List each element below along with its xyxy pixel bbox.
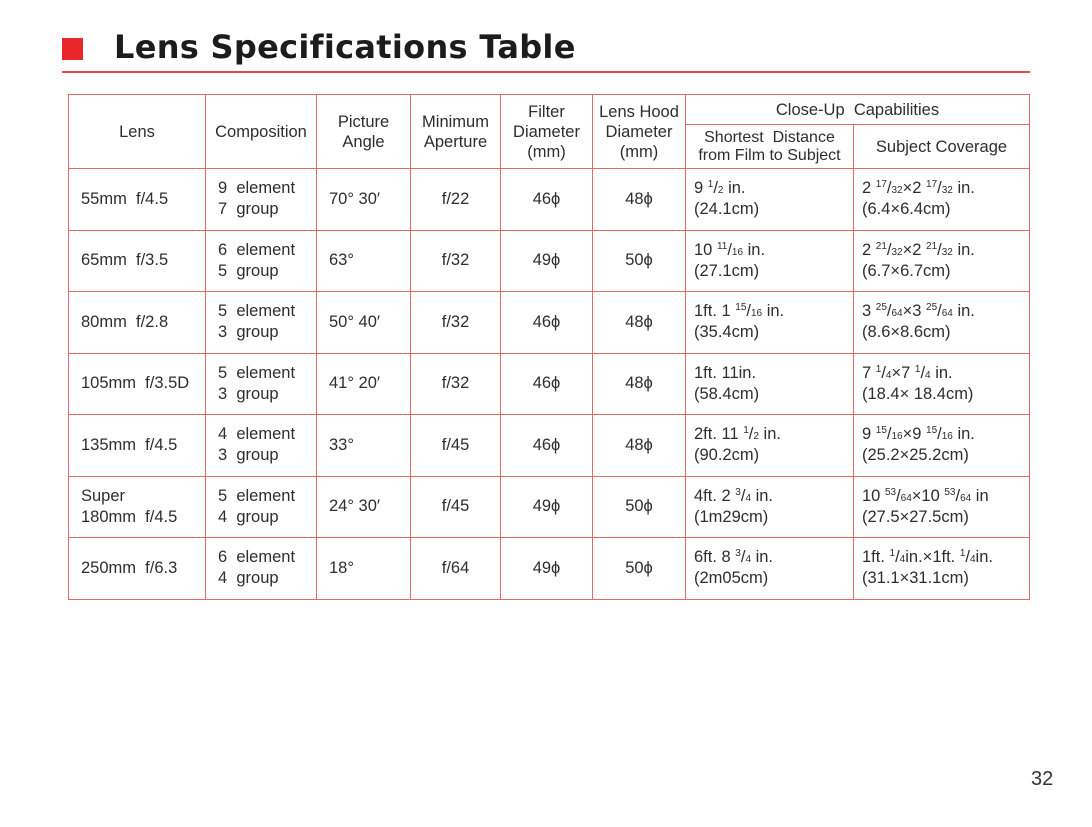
cell-minimum-aperture: f/45 [411, 415, 501, 477]
cell-composition: 5 element 4 group [206, 476, 317, 538]
cell-filter-diameter: 49ϕ [501, 538, 593, 600]
cell-lens-hood-diameter: 50ϕ [593, 538, 686, 600]
cell-composition: 6 element 4 group [206, 538, 317, 600]
cell-lens: Super 180mm f/4.5 [69, 476, 206, 538]
cell-composition: 5 element 3 group [206, 353, 317, 415]
cell-subject-coverage: 2 $^{17}$/32×2 $^{17}$/32 in. (6.4×6.4cm) [854, 169, 1030, 231]
table-row [69, 230, 1030, 292]
cell-filter-diameter: 46ϕ [501, 415, 593, 477]
table-row [69, 538, 1030, 600]
header-lens: Lens [69, 95, 206, 169]
cell-filter-diameter: 46ϕ [501, 292, 593, 354]
cell-lens: 80mm f/2.8 [69, 292, 206, 354]
header-picture-angle: Picture Angle [317, 95, 411, 169]
cell-composition: 4 element 3 group [206, 415, 317, 477]
cell-lens: 135mm f/4.5 [69, 415, 206, 477]
header-filter-diameter: Filter Diameter (mm) [501, 95, 593, 169]
cell-subject-coverage: 1ft. $^1$/4in.×1ft. $^1$/4in. (31.1×31.1cm) [854, 538, 1030, 600]
cell-subject-coverage: 3 $^{25}$/64×3 $^{25}$/64 in. (8.6×8.6cm) [854, 292, 1030, 354]
page-title: Lens Specifications Table [114, 28, 576, 66]
title-underline [62, 71, 1030, 73]
lens-specifications-table [68, 94, 1030, 600]
cell-subject-coverage: 9 $^{15}$/16×9 $^{15}$/16 in. (25.2×25.2cm) [854, 415, 1030, 477]
cell-picture-angle: 63° [317, 230, 411, 292]
header-composition: Composition [206, 95, 317, 169]
cell-minimum-aperture: f/32 [411, 230, 501, 292]
cell-composition: 9 element 7 group [206, 169, 317, 231]
cell-minimum-aperture: f/32 [411, 292, 501, 354]
cell-picture-angle: 41° 20′ [317, 353, 411, 415]
cell-lens-hood-diameter: 50ϕ [593, 476, 686, 538]
table-row [69, 476, 1030, 538]
cell-composition: 6 element 5 group [206, 230, 317, 292]
header-shortest-distance: Shortest Distance from Film to Subject [686, 125, 854, 169]
header-close-up-capabilities: Close-Up Capabilities [686, 95, 1030, 125]
cell-minimum-aperture: f/32 [411, 353, 501, 415]
cell-subject-coverage: 2 $^{21}$/32×2 $^{21}$/32 in. (6.7×6.7cm) [854, 230, 1030, 292]
cell-picture-angle: 18° [317, 538, 411, 600]
red-square-bullet-icon [62, 38, 83, 60]
cell-minimum-aperture: f/64 [411, 538, 501, 600]
cell-minimum-aperture: f/22 [411, 169, 501, 231]
cell-lens: 65mm f/3.5 [69, 230, 206, 292]
table-row [69, 415, 1030, 477]
cell-composition: 5 element 3 group [206, 292, 317, 354]
cell-lens-hood-diameter: 48ϕ [593, 353, 686, 415]
page-header [62, 28, 1030, 74]
cell-filter-diameter: 46ϕ [501, 353, 593, 415]
cell-picture-angle: 70° 30′ [317, 169, 411, 231]
cell-lens-hood-diameter: 50ϕ [593, 230, 686, 292]
cell-shortest-distance: 1ft. 11in. (58.4cm) [686, 353, 854, 415]
cell-subject-coverage: 10 $^{53}$/64×10 $^{53}$/64 in (27.5×27.5cm) [854, 476, 1030, 538]
cell-filter-diameter: 49ϕ [501, 476, 593, 538]
cell-minimum-aperture: f/45 [411, 476, 501, 538]
table-row [69, 292, 1030, 354]
cell-picture-angle: 50° 40′ [317, 292, 411, 354]
cell-lens-hood-diameter: 48ϕ [593, 415, 686, 477]
cell-lens-hood-diameter: 48ϕ [593, 292, 686, 354]
header-subject-coverage: Subject Coverage [854, 125, 1030, 169]
cell-filter-diameter: 46ϕ [501, 169, 593, 231]
cell-shortest-distance: 6ft. 8 $^3$/4 in. (2m05cm) [686, 538, 854, 600]
cell-subject-coverage: 7 $^1$/4×7 $^1$/4 in. (18.4× 18.4cm) [854, 353, 1030, 415]
cell-shortest-distance: 9 $^1$/2 in. (24.1cm) [686, 169, 854, 231]
cell-shortest-distance: 2ft. 11 $^1$/2 in. (90.2cm) [686, 415, 854, 477]
cell-lens: 55mm f/4.5 [69, 169, 206, 231]
page-number: 32 [1031, 768, 1054, 790]
cell-lens: 250mm f/6.3 [69, 538, 206, 600]
table-row [69, 353, 1030, 415]
header-minimum-aperture: Minimum Aperture [411, 95, 501, 169]
cell-shortest-distance: 1ft. 1 $^{15}$/16 in. (35.4cm) [686, 292, 854, 354]
table-row [69, 169, 1030, 231]
header-lens-hood-diameter: Lens Hood Diameter (mm) [593, 95, 686, 169]
cell-filter-diameter: 49ϕ [501, 230, 593, 292]
cell-picture-angle: 33° [317, 415, 411, 477]
cell-lens: 105mm f/3.5D [69, 353, 206, 415]
cell-lens-hood-diameter: 48ϕ [593, 169, 686, 231]
cell-shortest-distance: 10 $^{11}$/16 in. (27.1cm) [686, 230, 854, 292]
cell-picture-angle: 24° 30′ [317, 476, 411, 538]
cell-shortest-distance: 4ft. 2 $^3$/4 in. (1m29cm) [686, 476, 854, 538]
